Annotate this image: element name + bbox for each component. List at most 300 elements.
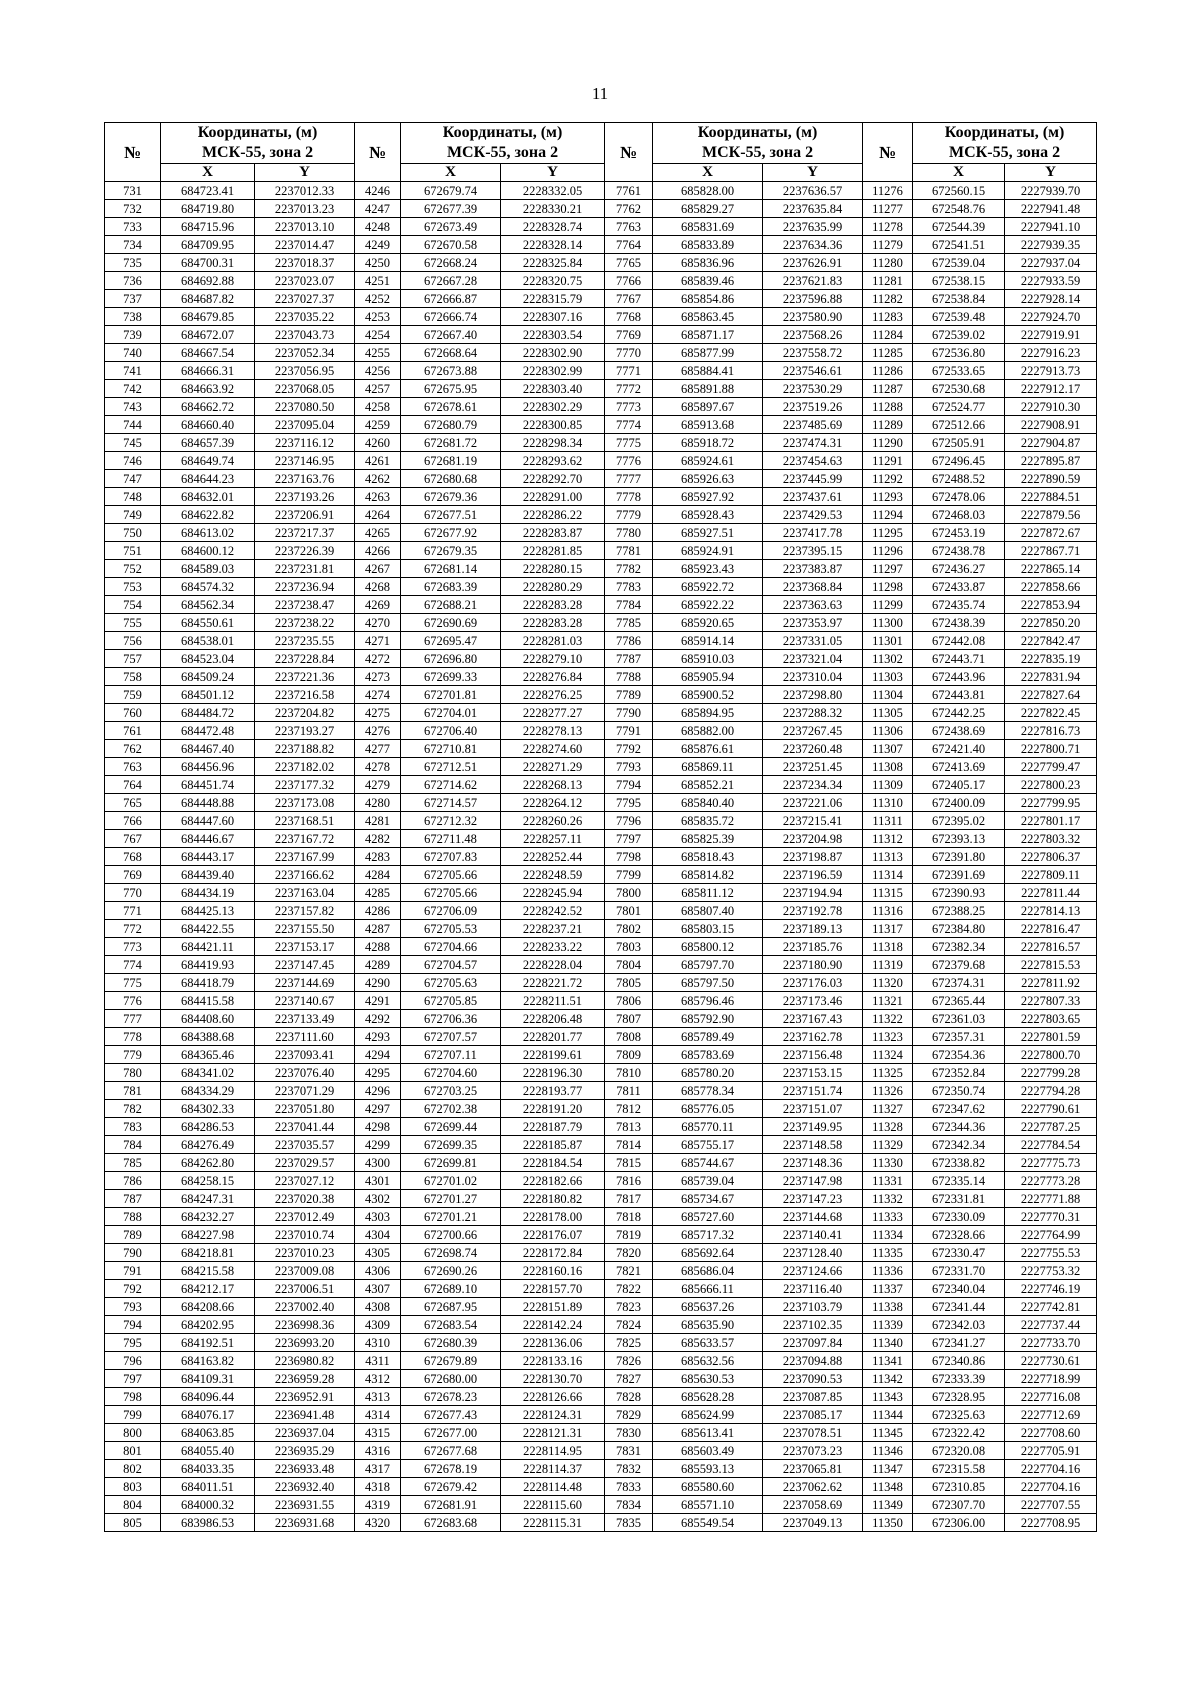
y-coordinate-cell: 2237310.04 xyxy=(763,668,863,686)
table-row xyxy=(105,1370,1097,1388)
point-number-cell: 750 xyxy=(105,524,161,542)
x-coordinate-cell: 684247.31 xyxy=(161,1190,255,1208)
point-number-cell: 4250 xyxy=(355,254,401,272)
y-coordinate-cell: 2237073.23 xyxy=(763,1442,863,1460)
point-number-cell: 756 xyxy=(105,632,161,650)
y-coordinate-cell: 2227790.61 xyxy=(1005,1100,1097,1118)
point-number-cell: 4305 xyxy=(355,1244,401,1262)
x-coordinate-cell: 685869.11 xyxy=(653,758,763,776)
point-number-cell: 11299 xyxy=(863,596,913,614)
point-number-cell: 733 xyxy=(105,218,161,236)
y-coordinate-cell: 2237018.37 xyxy=(255,254,355,272)
x-coordinate-cell: 672341.27 xyxy=(913,1334,1005,1352)
table-row xyxy=(105,524,1097,542)
y-coordinate-cell: 2237437.61 xyxy=(763,488,863,506)
point-number-cell: 7810 xyxy=(605,1064,653,1082)
point-number-cell: 4307 xyxy=(355,1280,401,1298)
y-coordinate-cell: 2228293.62 xyxy=(501,452,605,470)
y-coordinate-cell: 2237002.40 xyxy=(255,1298,355,1316)
y-coordinate-cell: 2227801.59 xyxy=(1005,1028,1097,1046)
point-number-cell: 11323 xyxy=(863,1028,913,1046)
x-coordinate-cell: 685839.46 xyxy=(653,272,763,290)
x-coordinate-cell: 672347.62 xyxy=(913,1100,1005,1118)
x-coordinate-cell: 684055.40 xyxy=(161,1442,255,1460)
y-coordinate-cell: 2227890.59 xyxy=(1005,470,1097,488)
point-number-cell: 7774 xyxy=(605,416,653,434)
y-coordinate-cell: 2227718.99 xyxy=(1005,1370,1097,1388)
x-coordinate-cell: 672443.81 xyxy=(913,686,1005,704)
point-number-cell: 7773 xyxy=(605,398,653,416)
point-number-cell: 734 xyxy=(105,236,161,254)
point-number-cell: 7771 xyxy=(605,362,653,380)
x-coordinate-cell: 672705.66 xyxy=(401,884,501,902)
point-number-cell: 7829 xyxy=(605,1406,653,1424)
point-number-cell: 7797 xyxy=(605,830,653,848)
point-number-cell: 7788 xyxy=(605,668,653,686)
y-coordinate-cell: 2237167.43 xyxy=(763,1010,863,1028)
y-coordinate-cell: 2228302.99 xyxy=(501,362,605,380)
point-number-cell: 11310 xyxy=(863,794,913,812)
point-number-cell: 7799 xyxy=(605,866,653,884)
table-row xyxy=(105,1064,1097,1082)
y-coordinate-cell: 2237097.84 xyxy=(763,1334,863,1352)
x-coordinate-cell: 684063.85 xyxy=(161,1424,255,1442)
y-coordinate-cell: 2227809.11 xyxy=(1005,866,1097,884)
x-coordinate-cell: 684448.88 xyxy=(161,794,255,812)
y-coordinate-cell: 2227910.30 xyxy=(1005,398,1097,416)
y-coordinate-cell: 2227787.25 xyxy=(1005,1118,1097,1136)
x-coordinate-cell: 684163.82 xyxy=(161,1352,255,1370)
y-coordinate-cell: 2237474.31 xyxy=(763,434,863,452)
y-coordinate-cell: 2237140.41 xyxy=(763,1226,863,1244)
x-coordinate-cell: 672391.69 xyxy=(913,866,1005,884)
point-number-cell: 4266 xyxy=(355,542,401,560)
point-number-cell: 7813 xyxy=(605,1118,653,1136)
x-coordinate-cell: 672667.40 xyxy=(401,326,501,344)
point-number-cell: 4288 xyxy=(355,938,401,956)
point-number-cell: 11341 xyxy=(863,1352,913,1370)
y-coordinate-cell: 2237383.87 xyxy=(763,560,863,578)
point-number-cell: 11291 xyxy=(863,452,913,470)
x-coordinate-cell: 672468.03 xyxy=(913,506,1005,524)
x-coordinate-cell: 685828.00 xyxy=(653,182,763,200)
y-coordinate-cell: 2236937.04 xyxy=(255,1424,355,1442)
x-coordinate-cell: 672330.09 xyxy=(913,1208,1005,1226)
x-coordinate-cell: 684408.60 xyxy=(161,1010,255,1028)
x-coordinate-cell: 672496.45 xyxy=(913,452,1005,470)
point-number-cell: 11306 xyxy=(863,722,913,740)
table-row xyxy=(105,1208,1097,1226)
y-coordinate-cell: 2237417.78 xyxy=(763,524,863,542)
point-number-cell: 790 xyxy=(105,1244,161,1262)
y-coordinate-cell: 2228124.31 xyxy=(501,1406,605,1424)
table-row xyxy=(105,812,1097,830)
x-coordinate-cell: 672505.91 xyxy=(913,434,1005,452)
y-coordinate-cell: 2237226.39 xyxy=(255,542,355,560)
y-coordinate-cell: 2237173.08 xyxy=(255,794,355,812)
y-coordinate-cell: 2227879.56 xyxy=(1005,506,1097,524)
y-coordinate-cell: 2228307.16 xyxy=(501,308,605,326)
point-number-cell: 11304 xyxy=(863,686,913,704)
x-coordinate-cell: 685797.50 xyxy=(653,974,763,992)
x-coordinate-cell: 685783.69 xyxy=(653,1046,763,1064)
y-coordinate-cell: 2237013.10 xyxy=(255,218,355,236)
x-coordinate-cell: 685613.41 xyxy=(653,1424,763,1442)
x-coordinate-cell: 672679.74 xyxy=(401,182,501,200)
point-number-cell: 7800 xyxy=(605,884,653,902)
table-row xyxy=(105,488,1097,506)
table-row xyxy=(105,290,1097,308)
coords-header xyxy=(401,123,605,164)
table-row xyxy=(105,218,1097,236)
x-coordinate-cell: 685910.03 xyxy=(653,650,763,668)
point-number-cell: 777 xyxy=(105,1010,161,1028)
x-coordinate-cell: 672335.14 xyxy=(913,1172,1005,1190)
point-number-cell: 7786 xyxy=(605,632,653,650)
coordinates-body xyxy=(105,182,1097,1532)
y-coordinate-cell: 2236998.36 xyxy=(255,1316,355,1334)
y-coordinate-cell: 2237155.50 xyxy=(255,920,355,938)
x-coordinate-cell: 684341.02 xyxy=(161,1064,255,1082)
x-coordinate-cell: 672699.33 xyxy=(401,668,501,686)
x-coordinate-cell: 684258.15 xyxy=(161,1172,255,1190)
point-number-cell: 759 xyxy=(105,686,161,704)
x-coordinate-cell: 672365.44 xyxy=(913,992,1005,1010)
table-row xyxy=(105,272,1097,290)
y-coordinate-cell: 2227708.60 xyxy=(1005,1424,1097,1442)
point-number-cell: 7835 xyxy=(605,1514,653,1532)
point-number-cell: 4317 xyxy=(355,1460,401,1478)
y-coordinate-cell: 2228281.85 xyxy=(501,542,605,560)
point-number-cell: 4267 xyxy=(355,560,401,578)
point-number-cell: 4281 xyxy=(355,812,401,830)
y-coordinate-cell: 2237020.38 xyxy=(255,1190,355,1208)
x-coordinate-cell: 672704.01 xyxy=(401,704,501,722)
point-number-cell: 7815 xyxy=(605,1154,653,1172)
point-number-cell: 7792 xyxy=(605,740,653,758)
x-coordinate-cell: 685770.11 xyxy=(653,1118,763,1136)
x-coordinate-cell: 672331.81 xyxy=(913,1190,1005,1208)
point-number-cell: 4309 xyxy=(355,1316,401,1334)
y-coordinate-cell: 2228281.03 xyxy=(501,632,605,650)
y-coordinate-cell: 2237147.23 xyxy=(763,1190,863,1208)
x-coordinate-cell: 672342.03 xyxy=(913,1316,1005,1334)
y-coordinate-cell: 2237194.94 xyxy=(763,884,863,902)
table-row xyxy=(105,1442,1097,1460)
table-row xyxy=(105,902,1097,920)
x-coordinate-cell: 672677.43 xyxy=(401,1406,501,1424)
x-coordinate-cell: 685630.53 xyxy=(653,1370,763,1388)
point-number-cell: 7783 xyxy=(605,578,653,596)
point-number-cell: 7793 xyxy=(605,758,653,776)
point-number-cell: 796 xyxy=(105,1352,161,1370)
x-coordinate-cell: 672670.58 xyxy=(401,236,501,254)
x-coordinate-cell: 684446.67 xyxy=(161,830,255,848)
y-coordinate-cell: 2237196.59 xyxy=(763,866,863,884)
point-number-cell: 4263 xyxy=(355,488,401,506)
point-number-cell: 11338 xyxy=(863,1298,913,1316)
point-number-cell: 751 xyxy=(105,542,161,560)
point-number-cell: 763 xyxy=(105,758,161,776)
y-coordinate-cell: 2227913.73 xyxy=(1005,362,1097,380)
point-number-cell: 7809 xyxy=(605,1046,653,1064)
x-coordinate-cell: 685780.20 xyxy=(653,1064,763,1082)
x-header: X xyxy=(913,164,1005,182)
x-coordinate-cell: 685624.99 xyxy=(653,1406,763,1424)
y-coordinate-cell: 2227742.81 xyxy=(1005,1298,1097,1316)
x-coordinate-cell: 672350.74 xyxy=(913,1082,1005,1100)
point-number-cell: 738 xyxy=(105,308,161,326)
y-coordinate-cell: 2237621.83 xyxy=(763,272,863,290)
point-number-cell: 4255 xyxy=(355,344,401,362)
x-coordinate-cell: 685914.14 xyxy=(653,632,763,650)
y-coordinate-cell: 2227746.19 xyxy=(1005,1280,1097,1298)
x-coordinate-cell: 684425.13 xyxy=(161,902,255,920)
y-coordinate-cell: 2228133.16 xyxy=(501,1352,605,1370)
point-number-cell: 4262 xyxy=(355,470,401,488)
x-coordinate-cell: 685825.39 xyxy=(653,830,763,848)
point-number-cell: 7826 xyxy=(605,1352,653,1370)
point-number-cell: 11301 xyxy=(863,632,913,650)
y-coordinate-cell: 2227705.91 xyxy=(1005,1442,1097,1460)
y-coordinate-cell: 2228199.61 xyxy=(501,1046,605,1064)
x-coordinate-cell: 685811.12 xyxy=(653,884,763,902)
y-coordinate-cell: 2227814.13 xyxy=(1005,902,1097,920)
x-coordinate-cell: 684202.95 xyxy=(161,1316,255,1334)
point-number-cell: 773 xyxy=(105,938,161,956)
y-coordinate-cell: 2237596.88 xyxy=(763,290,863,308)
x-coordinate-cell: 685829.27 xyxy=(653,200,763,218)
y-coordinate-cell: 2227800.23 xyxy=(1005,776,1097,794)
y-coordinate-cell: 2237027.37 xyxy=(255,290,355,308)
x-coordinate-cell: 685882.00 xyxy=(653,722,763,740)
x-coordinate-cell: 685739.04 xyxy=(653,1172,763,1190)
y-coordinate-cell: 2237530.29 xyxy=(763,380,863,398)
x-coordinate-cell: 672310.85 xyxy=(913,1478,1005,1496)
table-row xyxy=(105,830,1097,848)
point-number-cell: 11316 xyxy=(863,902,913,920)
y-coordinate-cell: 2237635.84 xyxy=(763,200,863,218)
y-coordinate-cell: 2236935.29 xyxy=(255,1442,355,1460)
y-coordinate-cell: 2237206.91 xyxy=(255,506,355,524)
point-number-cell: 4261 xyxy=(355,452,401,470)
y-coordinate-cell: 2237062.62 xyxy=(763,1478,863,1496)
x-coordinate-cell: 685803.15 xyxy=(653,920,763,938)
point-number-cell: 7808 xyxy=(605,1028,653,1046)
x-coordinate-cell: 684687.82 xyxy=(161,290,255,308)
x-coordinate-cell: 672679.35 xyxy=(401,542,501,560)
point-number-cell: 4303 xyxy=(355,1208,401,1226)
point-number-cell: 7766 xyxy=(605,272,653,290)
table-row xyxy=(105,668,1097,686)
point-number-cell: 7804 xyxy=(605,956,653,974)
y-coordinate-cell: 2237080.50 xyxy=(255,398,355,416)
y-coordinate-cell: 2237065.81 xyxy=(763,1460,863,1478)
y-coordinate-cell: 2227775.73 xyxy=(1005,1154,1097,1172)
y-coordinate-cell: 2236931.68 xyxy=(255,1514,355,1532)
point-number-cell: 7790 xyxy=(605,704,653,722)
y-coordinate-cell: 2227831.94 xyxy=(1005,668,1097,686)
point-number-cell: 7801 xyxy=(605,902,653,920)
y-coordinate-cell: 2237133.49 xyxy=(255,1010,355,1028)
point-number-cell: 7785 xyxy=(605,614,653,632)
point-number-cell: 764 xyxy=(105,776,161,794)
y-coordinate-cell: 2228303.40 xyxy=(501,380,605,398)
point-number-cell: 788 xyxy=(105,1208,161,1226)
y-coordinate-cell: 2227764.99 xyxy=(1005,1226,1097,1244)
x-coordinate-cell: 684649.74 xyxy=(161,452,255,470)
point-number-cell: 748 xyxy=(105,488,161,506)
x-coordinate-cell: 672704.57 xyxy=(401,956,501,974)
y-coordinate-cell: 2228248.59 xyxy=(501,866,605,884)
point-number-cell: 11312 xyxy=(863,830,913,848)
table-row xyxy=(105,866,1097,884)
point-number-cell: 7777 xyxy=(605,470,653,488)
table-row xyxy=(105,434,1097,452)
x-coordinate-cell: 672338.82 xyxy=(913,1154,1005,1172)
y-coordinate-cell: 2227867.71 xyxy=(1005,542,1097,560)
x-coordinate-cell: 672668.64 xyxy=(401,344,501,362)
point-number-cell: 11318 xyxy=(863,938,913,956)
x-coordinate-cell: 672436.27 xyxy=(913,560,1005,578)
x-coordinate-cell: 685814.82 xyxy=(653,866,763,884)
point-number-cell: 755 xyxy=(105,614,161,632)
point-number-cell: 7825 xyxy=(605,1334,653,1352)
x-coordinate-cell: 672705.53 xyxy=(401,920,501,938)
point-number-cell: 7823 xyxy=(605,1298,653,1316)
y-header: Y xyxy=(763,164,863,182)
point-number-cell: 7819 xyxy=(605,1226,653,1244)
y-coordinate-cell: 2228130.70 xyxy=(501,1370,605,1388)
point-number-cell: 7812 xyxy=(605,1100,653,1118)
x-coordinate-cell: 672673.88 xyxy=(401,362,501,380)
point-number-cell: 7789 xyxy=(605,686,653,704)
x-coordinate-cell: 672707.11 xyxy=(401,1046,501,1064)
point-number-cell: 740 xyxy=(105,344,161,362)
x-coordinate-cell: 672307.70 xyxy=(913,1496,1005,1514)
x-coordinate-cell: 684523.04 xyxy=(161,650,255,668)
x-coordinate-cell: 672680.00 xyxy=(401,1370,501,1388)
x-coordinate-cell: 672681.19 xyxy=(401,452,501,470)
point-number-cell: 7764 xyxy=(605,236,653,254)
x-coordinate-cell: 672539.04 xyxy=(913,254,1005,272)
y-coordinate-cell: 2237056.95 xyxy=(255,362,355,380)
point-number-cell: 4280 xyxy=(355,794,401,812)
table-row xyxy=(105,542,1097,560)
x-coordinate-cell: 672442.25 xyxy=(913,704,1005,722)
point-number-cell: 7830 xyxy=(605,1424,653,1442)
point-number-cell: 4256 xyxy=(355,362,401,380)
y-coordinate-cell: 2228193.77 xyxy=(501,1082,605,1100)
point-number-cell: 803 xyxy=(105,1478,161,1496)
y-coordinate-cell: 2237485.69 xyxy=(763,416,863,434)
point-number-cell: 7833 xyxy=(605,1478,653,1496)
y-coordinate-cell: 2237228.84 xyxy=(255,650,355,668)
y-coordinate-cell: 2237238.22 xyxy=(255,614,355,632)
x-coordinate-cell: 685637.26 xyxy=(653,1298,763,1316)
y-coordinate-cell: 2237429.53 xyxy=(763,506,863,524)
y-coordinate-cell: 2227835.19 xyxy=(1005,650,1097,668)
x-coordinate-cell: 685692.64 xyxy=(653,1244,763,1262)
y-coordinate-cell: 2237157.82 xyxy=(255,902,355,920)
coords-header-line2: МСК-55, зона 2 xyxy=(201,144,314,161)
point-number-cell: 11344 xyxy=(863,1406,913,1424)
x-coordinate-cell: 684622.82 xyxy=(161,506,255,524)
x-coordinate-cell: 685922.72 xyxy=(653,578,763,596)
y-coordinate-cell: 2228160.16 xyxy=(501,1262,605,1280)
x-coordinate-cell: 672438.39 xyxy=(913,614,1005,632)
x-coordinate-cell: 684672.07 xyxy=(161,326,255,344)
y-coordinate-cell: 2237006.51 xyxy=(255,1280,355,1298)
x-coordinate-cell: 685924.61 xyxy=(653,452,763,470)
point-number-cell: 11295 xyxy=(863,524,913,542)
y-coordinate-cell: 2237102.35 xyxy=(763,1316,863,1334)
point-number-cell: 758 xyxy=(105,668,161,686)
x-coordinate-cell: 685603.49 xyxy=(653,1442,763,1460)
table-row xyxy=(105,1514,1097,1532)
point-number-cell: 11329 xyxy=(863,1136,913,1154)
y-coordinate-cell: 2227912.17 xyxy=(1005,380,1097,398)
y-coordinate-cell: 2237204.98 xyxy=(763,830,863,848)
y-coordinate-cell: 2237236.94 xyxy=(255,578,355,596)
x-coordinate-cell: 685928.43 xyxy=(653,506,763,524)
y-coordinate-cell: 2227753.32 xyxy=(1005,1262,1097,1280)
y-coordinate-cell: 2228252.44 xyxy=(501,848,605,866)
point-number-cell: 11305 xyxy=(863,704,913,722)
y-coordinate-cell: 2228274.60 xyxy=(501,740,605,758)
y-coordinate-cell: 2237636.57 xyxy=(763,182,863,200)
y-coordinate-cell: 2227815.53 xyxy=(1005,956,1097,974)
point-number-cell: 11285 xyxy=(863,344,913,362)
x-coordinate-cell: 672703.25 xyxy=(401,1082,501,1100)
y-coordinate-cell: 2228176.07 xyxy=(501,1226,605,1244)
x-coordinate-cell: 685852.21 xyxy=(653,776,763,794)
table-row xyxy=(105,1010,1097,1028)
table-row xyxy=(105,884,1097,902)
point-number-cell: 11281 xyxy=(863,272,913,290)
x-coordinate-cell: 672677.92 xyxy=(401,524,501,542)
y-coordinate-cell: 2237093.41 xyxy=(255,1046,355,1064)
y-coordinate-cell: 2237035.22 xyxy=(255,308,355,326)
x-coordinate-cell: 672687.95 xyxy=(401,1298,501,1316)
x-coordinate-cell: 685734.67 xyxy=(653,1190,763,1208)
x-coordinate-cell: 672705.85 xyxy=(401,992,501,1010)
point-number-cell: 7822 xyxy=(605,1280,653,1298)
point-number-cell: 771 xyxy=(105,902,161,920)
x-coordinate-cell: 685913.68 xyxy=(653,416,763,434)
x-coordinate-cell: 685920.65 xyxy=(653,614,763,632)
point-number-cell: 4252 xyxy=(355,290,401,308)
table-row xyxy=(105,326,1097,344)
x-coordinate-cell: 684415.58 xyxy=(161,992,255,1010)
point-number-cell: 11286 xyxy=(863,362,913,380)
point-number-cell: 7795 xyxy=(605,794,653,812)
x-coordinate-cell: 684679.85 xyxy=(161,308,255,326)
x-coordinate-cell: 684562.34 xyxy=(161,596,255,614)
y-coordinate-cell: 2228271.29 xyxy=(501,758,605,776)
x-coordinate-cell: 672390.93 xyxy=(913,884,1005,902)
y-coordinate-cell: 2227801.17 xyxy=(1005,812,1097,830)
y-coordinate-cell: 2237012.49 xyxy=(255,1208,355,1226)
point-number-cell: 4306 xyxy=(355,1262,401,1280)
x-coordinate-cell: 685580.60 xyxy=(653,1478,763,1496)
table-row xyxy=(105,1226,1097,1244)
y-coordinate-cell: 2237029.57 xyxy=(255,1154,355,1172)
point-number-cell: 11331 xyxy=(863,1172,913,1190)
x-coordinate-cell: 672340.04 xyxy=(913,1280,1005,1298)
point-number-cell: 11308 xyxy=(863,758,913,776)
x-coordinate-cell: 672539.48 xyxy=(913,308,1005,326)
